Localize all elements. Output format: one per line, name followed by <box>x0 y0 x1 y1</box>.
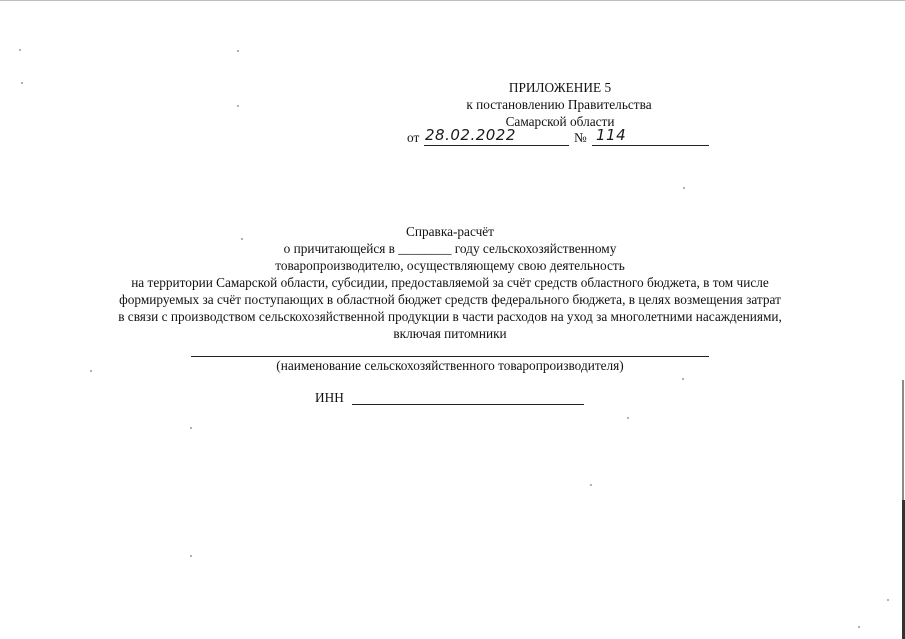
scan-speck <box>21 82 23 84</box>
certificate-line-1-start: о причитающейся в <box>283 241 395 256</box>
inn-underline <box>352 404 584 405</box>
number-handwritten-value: 114 <box>596 126 627 144</box>
certificate-line-5: в связи с производством сельскохозяйственной продукции в части расходов на уход за многолетними насаждениями, <box>118 309 782 324</box>
certificate-title: Справка-расчёт <box>406 224 494 239</box>
producer-name-caption: (наименование сельскохозяйственного товаропроизводителя) <box>276 358 624 373</box>
certificate-line-6: включая питомники <box>393 326 507 341</box>
scan-speck <box>887 599 889 601</box>
certificate-line-3: на территории Самарской области, субсидии, предоставляемой за счёт средств областного бюджета, в том числе <box>131 275 769 290</box>
scan-speck <box>190 427 192 429</box>
scan-speck <box>858 626 860 628</box>
scan-speck <box>90 370 92 372</box>
certificate-line-4: формируемых за счёт поступающих в областной бюджет средств федерального бюджета, в целях возмещения затрат <box>119 292 781 307</box>
certificate-line-1 <box>200 241 700 257</box>
year-blank: ________ <box>398 241 452 256</box>
date-handwritten-value: 28.02.2022 <box>425 126 516 144</box>
scan-right-edge <box>902 380 904 500</box>
number-prefix: № <box>574 130 587 145</box>
scan-speck <box>19 49 21 51</box>
scan-speck <box>237 50 239 52</box>
scan-speck <box>683 187 685 189</box>
scan-top-edge <box>0 0 905 1</box>
scan-speck <box>627 417 629 419</box>
scan-speck <box>241 238 243 240</box>
appendix-title: ПРИЛОЖЕНИЕ 5 <box>508 80 612 95</box>
producer-name-underline <box>191 356 709 357</box>
date-prefix: от <box>407 130 420 145</box>
appendix-region-line: Самарской области <box>505 114 615 129</box>
scan-speck <box>682 378 684 380</box>
inn-label: ИНН <box>315 390 344 405</box>
scan-speck <box>237 105 239 107</box>
scan-speck <box>190 555 192 557</box>
scan-speck <box>590 484 592 486</box>
certificate-line-2: товаропроизводителю, осуществляющему свою деятельность <box>275 258 625 273</box>
certificate-line-1-end: году сельскохозяйственному <box>454 241 617 256</box>
appendix-decree-line: к постановлению Правительства <box>466 97 652 112</box>
